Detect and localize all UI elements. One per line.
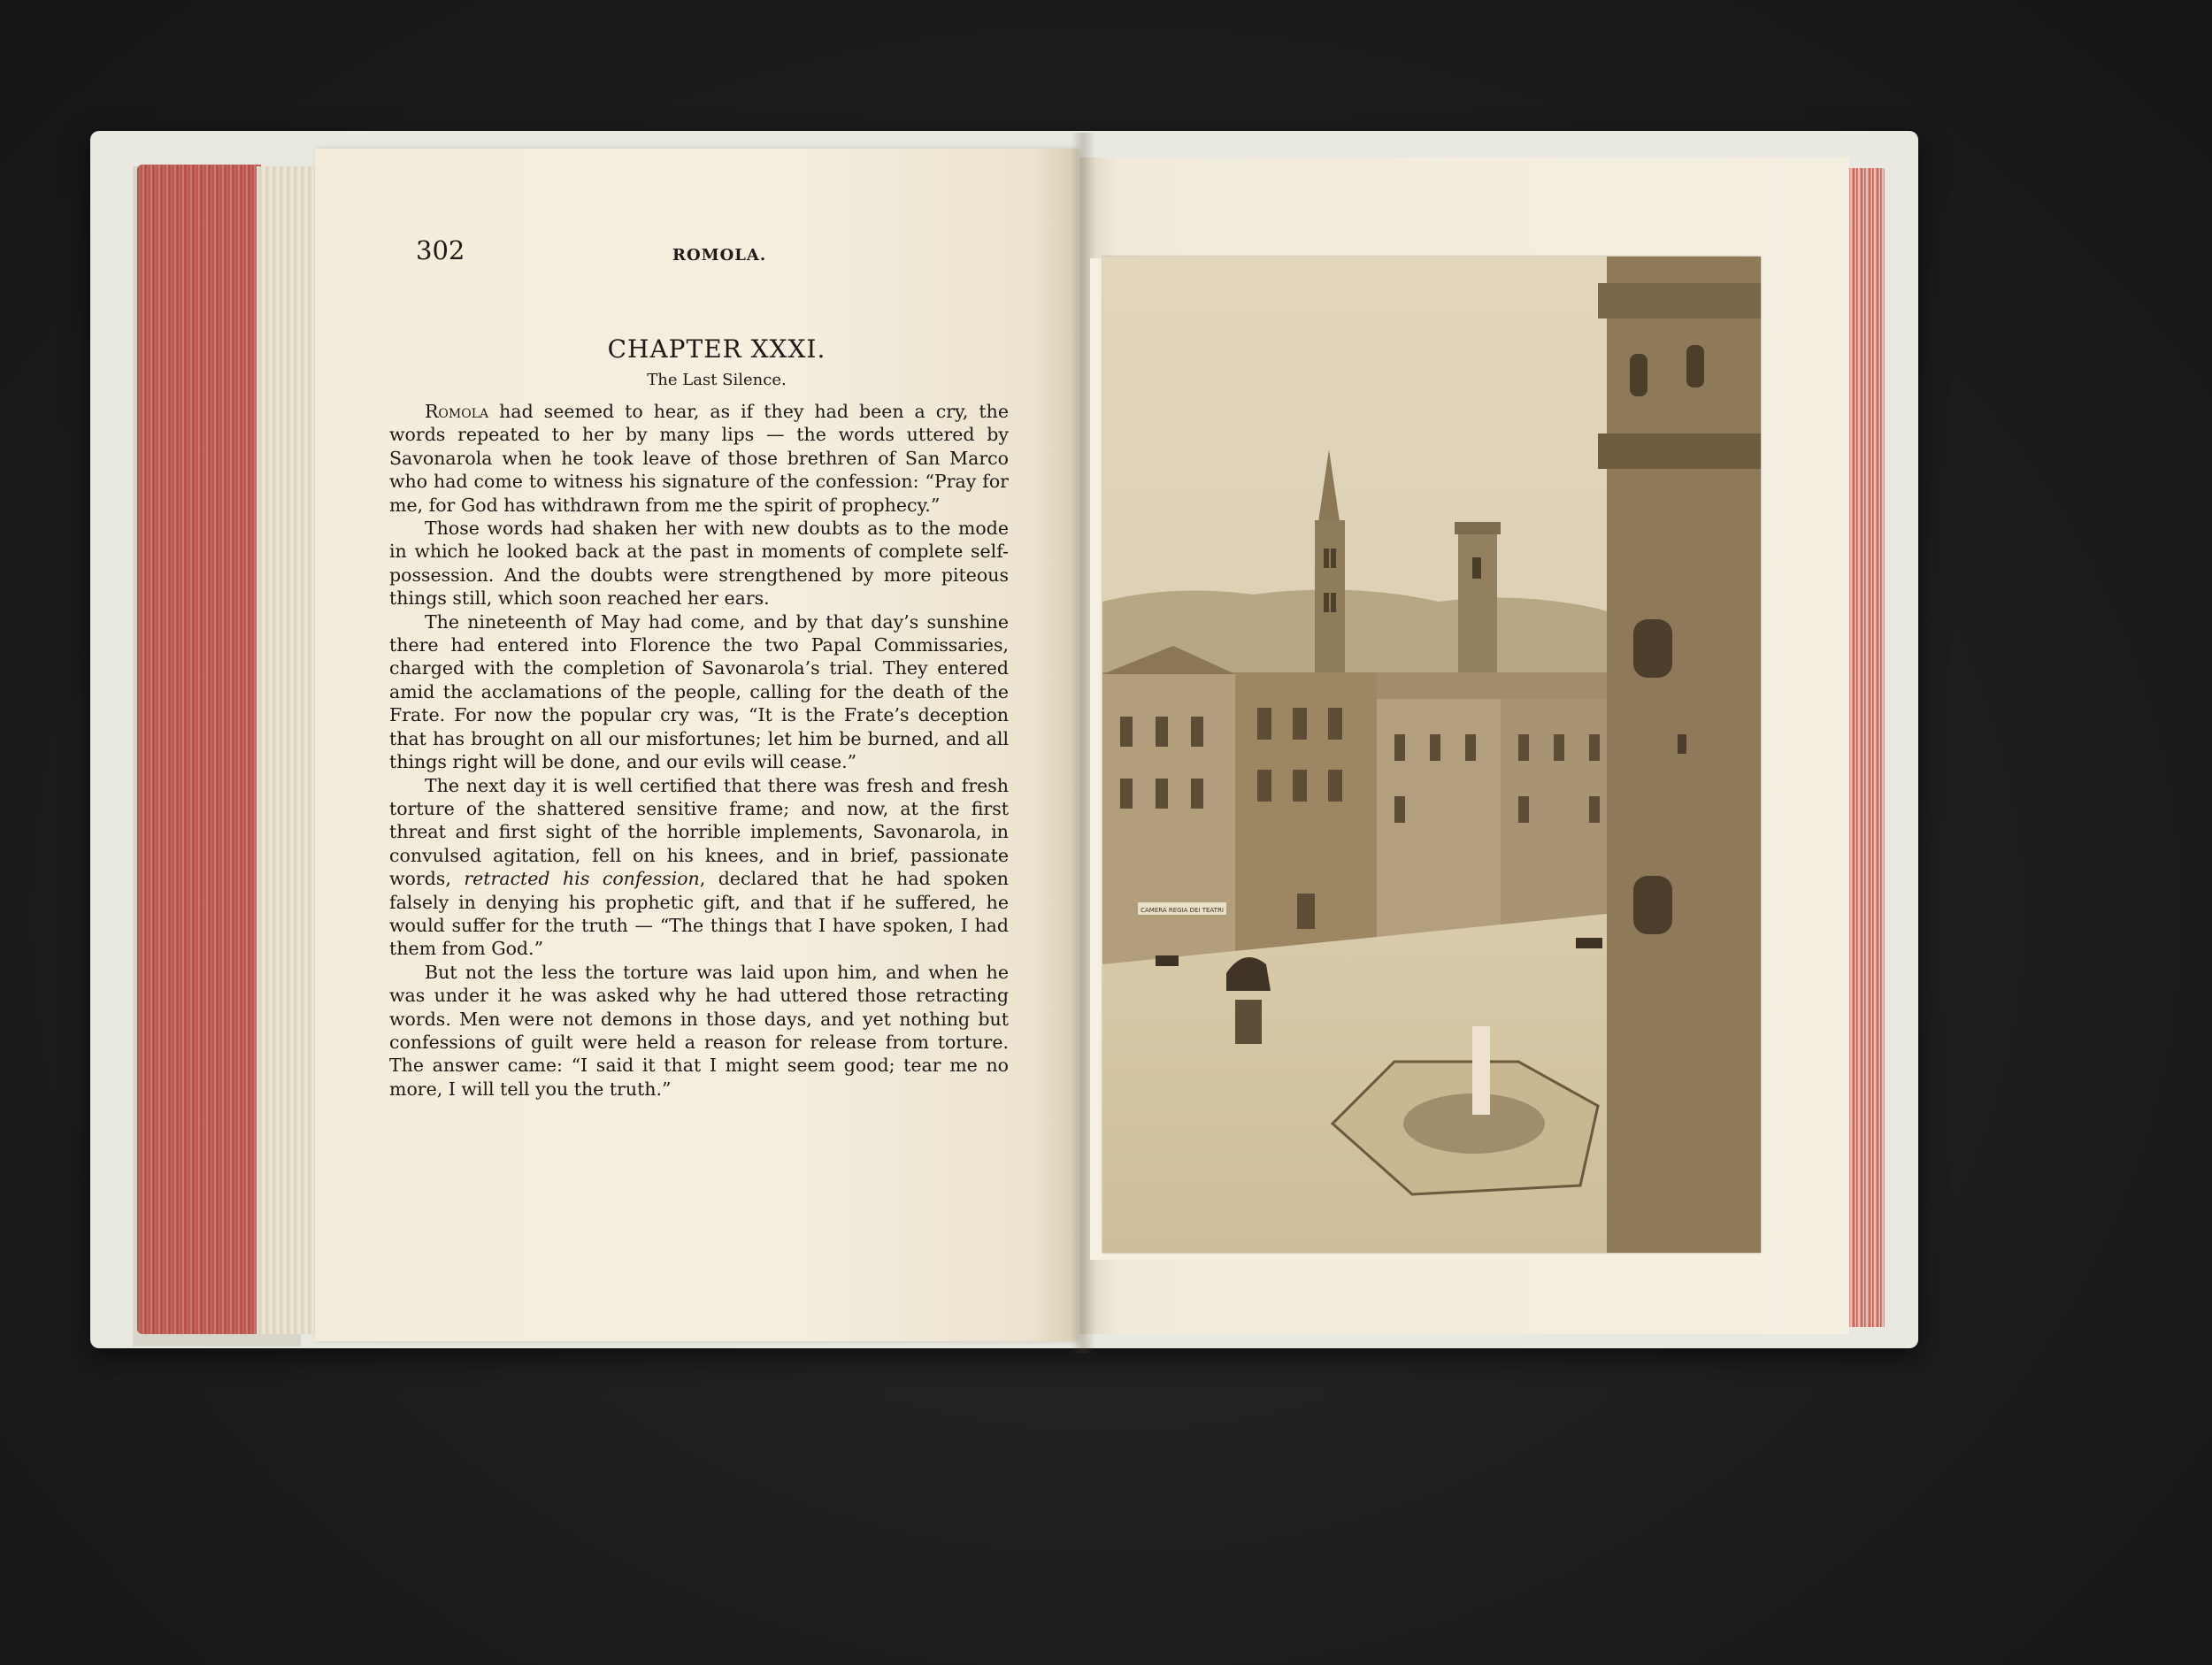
- equestrian-statue-pedestal: [1235, 1000, 1262, 1044]
- bargello-battlements: [1455, 522, 1501, 534]
- badia-window: [1324, 549, 1329, 568]
- badia-window: [1331, 593, 1336, 612]
- piazza-della-signoria-photograph[interactable]: [1102, 257, 1761, 1253]
- palazzo-vecchio-battlements: [1598, 283, 1761, 318]
- paragraph-1: [389, 400, 1009, 517]
- chapter-subtitle: The Last Silence.: [647, 371, 787, 389]
- paragraph-3: The nineteenth of May had come, and by that day’s sunshine there had entered into Florence the two Papal Commissaries, charged with the completion of Savonarola’s trial. They entered amid the acclamations of the people, calling for the death of the Frate. For now the popular cry was, “It is the Frate’s deception that has brought on all our misfortunes; let him be burned, and all things right will be done, and our evils will cease.”: [389, 610, 1009, 773]
- bargello-window: [1472, 557, 1481, 579]
- neptune-statue: [1472, 1026, 1490, 1115]
- red-page-edges-left: [137, 165, 261, 1334]
- running-title: ROMOLA.: [672, 246, 767, 265]
- page-number: 302: [416, 235, 465, 265]
- photograph-illustration: [1102, 257, 1761, 1253]
- badia-tower: [1315, 520, 1345, 681]
- paragraph-4-before: The next day it is well certified that there was fresh and fresh torture of the shattered sensitive frame; and now, at the first threat and first sight of the horrible implements, Savonarola, in convulsed agitation, fell on his knees, and in brief, passionate words,: [389, 774, 1009, 890]
- paragraph-1-first-word: Romola: [425, 401, 489, 422]
- page-stack-left: [257, 166, 319, 1334]
- left-page-text: [389, 226, 1009, 1101]
- badia-window: [1324, 593, 1329, 612]
- paragraph-4: [389, 774, 1009, 961]
- bargello-tower: [1458, 526, 1497, 681]
- chapter-heading: CHAPTER XXXI.: [607, 334, 826, 364]
- palazzo-vecchio-gallery: [1598, 434, 1761, 469]
- paragraph-1-text: had seemed to hear, as if they had been a cry, the words repeated to her by many lips — the words uttered by Savonarola when he took leave of those brethren of San Marco who had come to witness his signature of the confession: “Pray for me, for God has withdrawn from me the spirit of prophecy.”: [389, 401, 1009, 516]
- paragraph-4-emphasis: retracted his confession: [464, 868, 700, 890]
- paragraph-5: But not the less the torture was laid upon him, and when he was under it he was asked why he had uttered those retracting words. Men were not demons in those days, and yet nothing but confessions of guilt were held a reason for release from torture. The answer came: “I said it that I might seem good; tear me no more, I will tell you the truth.”: [389, 961, 1009, 1100]
- badia-window: [1331, 549, 1336, 568]
- paragraph-2: Those words had shaken her with new doubts as to the mode in which he looked back at the past in moments of complete self-possession. And the doubts were strengthened by more piteous things still, which soon reached her ears.: [389, 518, 1009, 610]
- shop-sign-text: CAMERA REGIA DEI TEATRI: [1141, 907, 1224, 914]
- paragraph-4-after: , declared that he had spoken falsely in denying his prophetic gift, and that if he suffered, he would suffer for the truth — “The things that I have spoken, I had them from God.”: [389, 868, 1009, 960]
- palazzo-vecchio: [1607, 257, 1761, 1253]
- chapter-body: [389, 400, 1009, 1101]
- running-head: [389, 226, 1009, 280]
